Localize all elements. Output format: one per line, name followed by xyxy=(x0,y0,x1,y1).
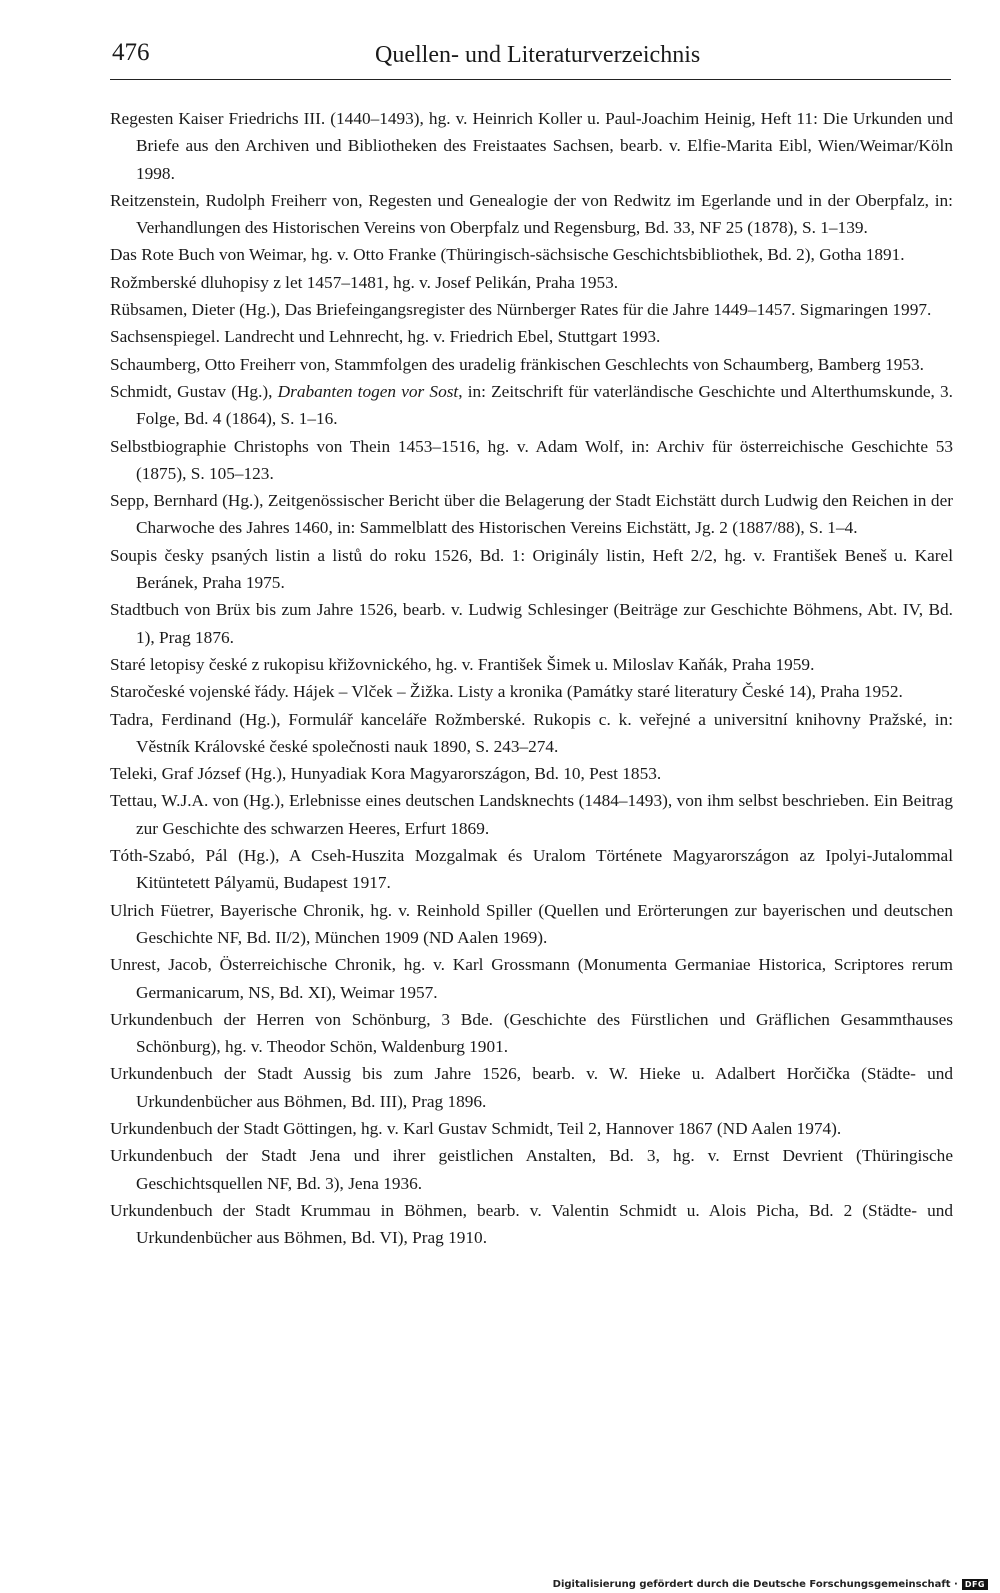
bibliography-entry: Urkundenbuch der Stadt Jena und ihrer geistlichen Anstalten, Bd. 3, hg. v. Ernst Devrient (Thüringische Geschichtsquellen NF, Bd. 3), Jena 1936. xyxy=(110,1146,953,1193)
bibliography-entry: Urkundenbuch der Herren von Schönburg, 3 Bde. (Geschichte des Fürstlichen und Gräflichen Gesammthauses Schönburg), hg. v. Theodor Schön, Waldenburg 1901. xyxy=(110,1009,953,1057)
bibliography-entry: Regesten Kaiser Friedrichs III. (1440–1493), hg. v. Heinrich Koller u. Paul-Joachim Heinig, Heft 11: Die Urkunden und Briefe aus den Archiven und Bibliotheken des Freistaates Sachsen, bearb. v. Elfie-Marita Eibl, Wien/Weimar/Köln 1998. xyxy=(110,109,953,183)
bibliography-entry: Staré letopisy české z rukopisu křižovnického, hg. v. František Šimek u. Miloslav Kaňák, Praha 1959. xyxy=(110,654,815,674)
bibliography-entry: Staročeské vojenské řády. Hájek – Vlček – Žižka. Listy a kronika (Památky staré literatury České 14), Praha 1952. xyxy=(110,682,903,702)
bibliography-entry xyxy=(110,378,953,433)
bibliography-entry: Tadra, Ferdinand (Hg.), Formulář kanceláře Rožmberské. Rukopis c. k. veřejné a universitní knihovny Pražské, in: Věstník Královské české společnosti nauk 1890, S. 243–274. xyxy=(110,709,953,756)
bibliography-entry: Soupis česky psaných listin a listů do roku 1526, Bd. 1: Originály listin, Heft 2/2, hg. v. František Beneš u. Karel Beránek, Praha 1975. xyxy=(110,545,953,593)
bibliography-entry: Urkundenbuch der Stadt Krummau in Böhmen, bearb. v. Valentin Schmidt u. Alois Picha, Bd. 2 (Städte- und Urkundenbücher aus Böhmen, Bd. VI), Prag 1910. xyxy=(110,1200,953,1248)
bibliography-entry: Unrest, Jacob, Österreichische Chronik, hg. v. Karl Grossmann (Monumenta Germaniae Historica, Scriptores rerum Germanicarum, NS, Bd. XI), Weimar 1957. xyxy=(110,955,953,1002)
bibliography-entry: Reitzenstein, Rudolph Freiherr von, Regesten und Genealogie der von Redwitz im Egerlande und in der Oberpfalz, in: Verhandlungen des Historischen Vereins von Oberpfalz und Regensburg, Bd. 33, NF 25 (1878), S. 1–139. xyxy=(110,190,953,238)
dfg-logo-icon: DFG xyxy=(962,1579,988,1590)
running-title: Quellen- und Literaturverzeichnis xyxy=(375,42,701,68)
page-number: 476 xyxy=(112,39,150,66)
bibliography-entry: Rübsamen, Dieter (Hg.), Das Briefeingangsregister des Nürnberger Rates für die Jahre 1449–1457. Sigmaringen 1997. xyxy=(110,300,932,320)
footer-text: Digitalisierung gefördert durch die Deutsche Forschungsgemeinschaft · xyxy=(552,1579,958,1590)
bibliography-entry: Tóth-Szabó, Pál (Hg.), A Cseh-Huszita Mozgalmak és Uralom Története Magyarországon az Ipolyi-Jutalommal Kitüntetett Pályamü, Budapest 1917. xyxy=(110,846,953,893)
bibliography-entry: Rožmberské dluhopisy z let 1457–1481, hg. v. Josef Pelikán, Praha 1953. xyxy=(110,272,619,292)
bibliography-entry: Sachsenspiegel. Landrecht und Lehnrecht, hg. v. Friedrich Ebel, Stuttgart 1993. xyxy=(110,327,661,347)
bibliography-entry: Schaumberg, Otto Freiherr von, Stammfolgen des uradelig fränkischen Geschlechts von Schaumberg, Bamberg 1953. xyxy=(110,354,924,374)
bibliography-entry: Selbstbiographie Christophs von Thein 1453–1516, hg. v. Adam Wolf, in: Archiv für österreichische Geschichte 53 (1875), S. 105–123. xyxy=(110,436,953,483)
bibliography-entry: Stadtbuch von Brüx bis zum Jahre 1526, bearb. v. Ludwig Schlesinger (Beiträge zur Geschichte Böhmens, Abt. IV, Bd. 1), Prag 1876. xyxy=(110,600,953,647)
header-rule xyxy=(110,79,951,80)
bibliography-entry: Sepp, Bernhard (Hg.), Zeitgenössischer Bericht über die Belagerung der Stadt Eichstätt durch Ludwig den Reichen in der Charwoche des Jahres 1460, in: Sammelblatt des Historischen Vereins Eichstätt, Jg. 2 (1887/88), S. 1–4. xyxy=(110,491,953,538)
bibliography-entry: Urkundenbuch der Stadt Aussig bis zum Jahre 1526, bearb. v. W. Hieke u. Adalbert Horčička (Städte- und Urkundenbücher aus Böhmen, Bd. III), Prag 1896. xyxy=(110,1064,953,1111)
bibliography-entry: Teleki, Graf József (Hg.), Hunyadiak Kora Magyarországon, Bd. 10, Pest 1853. xyxy=(110,764,662,784)
entry-text: , in: Zeitschrift für vaterländische Geschichte und Alterthumskunde, 3. Folge, Bd. 4 (1864), S. 1–16. xyxy=(136,381,953,429)
digitization-footer xyxy=(553,1579,988,1590)
bibliography-entry: Tettau, W.J.A. von (Hg.), Erlebnisse eines deutschen Landsknechts (1484–1493), von ihm selbst beschrieben. Ein Beitrag zur Geschichte des schwarzen Heeres, Erfurt 1869. xyxy=(110,791,953,838)
entry-text: Schmidt, Gustav (Hg.), xyxy=(110,381,278,401)
entry-title-italic: Drabanten togen vor Sost xyxy=(277,381,459,401)
bibliography-entry: Urkundenbuch der Stadt Göttingen, hg. v. Karl Gustav Schmidt, Teil 2, Hannover 1867 (ND Aalen 1974). xyxy=(110,1118,842,1138)
bibliography-list xyxy=(110,105,953,1251)
bibliography-entry: Ulrich Füetrer, Bayerische Chronik, hg. v. Reinhold Spiller (Quellen und Erörterungen zur bayerischen und deutschen Geschichte NF, Bd. II/2), München 1909 (ND Aalen 1969). xyxy=(110,900,953,947)
bibliography-entry: Das Rote Buch von Weimar, hg. v. Otto Franke (Thüringisch-sächsische Geschichtsbibliothek, Bd. 2), Gotha 1891. xyxy=(110,245,905,265)
